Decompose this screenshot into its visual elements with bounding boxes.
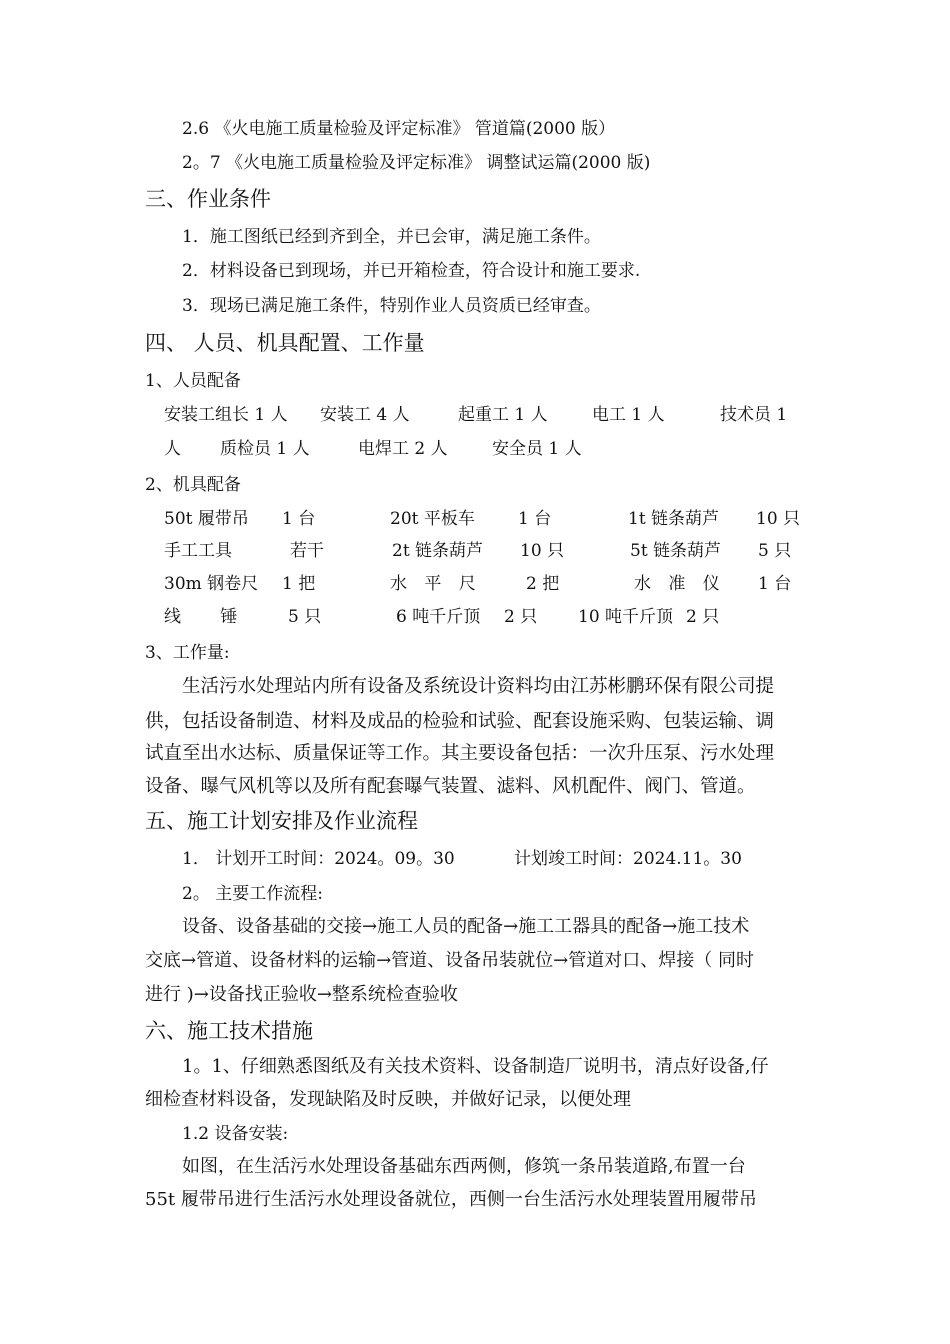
tool-qty: 若干	[290, 541, 324, 561]
personnel-entry: 安装工 4 人	[320, 405, 410, 425]
tool-name: 线 锤	[164, 607, 238, 627]
subsection-title: 1、人员配备	[145, 371, 241, 391]
tool-name: 50t 履带吊	[164, 509, 249, 529]
personnel-entry: 技术员 1	[720, 405, 788, 425]
tool-name: 10 吨千斤顶	[578, 607, 674, 627]
section-heading: 四、 人员、机具配置、工作量	[145, 331, 425, 355]
tool-name: 水 平 尺	[390, 574, 476, 594]
measure-line: 细检查材料设备，发现缺陷及时反映，并做好记录，以便处理	[145, 1089, 631, 1110]
tool-name: 手工工具	[164, 541, 232, 561]
flow-line: 设备、设备基础的交接→施工人员的配备→施工工器具的配备→施工技术	[182, 916, 750, 937]
measure-subtitle: 1.2 设备安装:	[182, 1124, 289, 1144]
personnel-entry: 电焊工 2 人	[358, 439, 448, 459]
tool-qty: 2 只	[686, 607, 720, 627]
tool-qty: 2 只	[504, 607, 538, 627]
flow-line: 进行 )→设备找正验收→整系统检查验收	[145, 984, 458, 1005]
tool-qty: 10 只	[520, 541, 565, 561]
workload-line: 试直至出水达标、质量保证等工作。其主要设备包括：一次升压泵、污水处理	[145, 743, 775, 764]
tool-qty: 2 把	[526, 574, 560, 594]
tool-name: 6 吨千斤顶	[396, 607, 481, 627]
section-heading: 六、施工技术措施	[145, 1019, 313, 1043]
personnel-entry: 安全员 1 人	[492, 439, 582, 459]
personnel-entry: 质检员 1 人	[220, 439, 310, 459]
plan-end: 计划竣工时间：2024.11。30	[514, 849, 742, 869]
flow-title: 2。 主要工作流程:	[182, 884, 323, 904]
subsection-title: 3、工作量:	[145, 643, 230, 663]
tool-name: 2t 链条葫芦	[392, 541, 484, 561]
reference-line: 2.6 《火电施工质量检验及评定标准》 管道篇(2000 版）	[182, 119, 616, 139]
tool-qty: 1 台	[758, 574, 792, 594]
personnel-entry: 起重工 1 人	[458, 405, 548, 425]
condition-item: 3．现场已满足施工条件，特别作业人员资质已经审查。	[182, 296, 601, 316]
tool-qty: 5 只	[288, 607, 322, 627]
measure-line: 1。1、仔细熟悉图纸及有关技术资料、设备制造厂说明书，清点好设备,仔	[182, 1056, 769, 1077]
section-heading: 五、施工计划安排及作业流程	[145, 809, 418, 833]
condition-item: 1．施工图纸已经到齐到全，并已会审，满足施工条件。	[182, 227, 601, 247]
workload-line: 供，包括设备制造、材料及成品的检验和试验、配套设施采购、包装运输、调	[145, 711, 775, 732]
tool-qty: 1 台	[282, 509, 316, 529]
subsection-title: 2、机具配备	[145, 475, 241, 495]
tool-qty: 10 只	[756, 509, 801, 529]
tool-qty: 1 台	[518, 509, 552, 529]
workload-line: 设备、曝气风机等以及所有配套曝气装置、滤料、风机配件、阀门、管道。	[145, 776, 756, 797]
tool-name: 5t 链条葫芦	[630, 541, 722, 561]
workload-line: 生活污水处理站内所有设备及系统设计资料均由江苏彬鹏环保有限公司提	[182, 676, 775, 697]
tool-qty: 5 只	[758, 541, 792, 561]
tool-name: 1t 链条葫芦	[628, 509, 720, 529]
tool-name: 20t 平板车	[390, 509, 475, 529]
measure-line: 如图，在生活污水处理设备基础东西两侧，修筑一条吊装道路,布置一台	[182, 1156, 746, 1177]
plan-start: 1． 计划开工时间：2024。09。30	[182, 849, 455, 869]
reference-line: 2。7 《火电施工质量检验及评定标准》 调整试运篇(2000 版)	[182, 153, 651, 173]
personnel-entry: 人	[164, 439, 181, 459]
flow-line: 交底→管道、设备材料的运输→管道、设备吊装就位→管道对口、焊接（ 同时	[145, 950, 754, 971]
tool-qty: 1 把	[282, 574, 316, 594]
condition-item: 2．材料设备已到现场，并已开箱检查，符合设计和施工要求.	[182, 261, 641, 281]
tool-name: 30m 钢卷尺	[164, 574, 259, 594]
measure-line: 55t 履带吊进行生活污水处理设备就位，西侧一台生活污水处理装置用履带吊	[145, 1189, 757, 1210]
personnel-entry: 电工 1 人	[592, 405, 665, 425]
tool-name: 水 准 仪	[634, 574, 720, 594]
section-heading: 三、作业条件	[145, 187, 271, 211]
personnel-entry: 安装工组长 1 人	[164, 405, 288, 425]
